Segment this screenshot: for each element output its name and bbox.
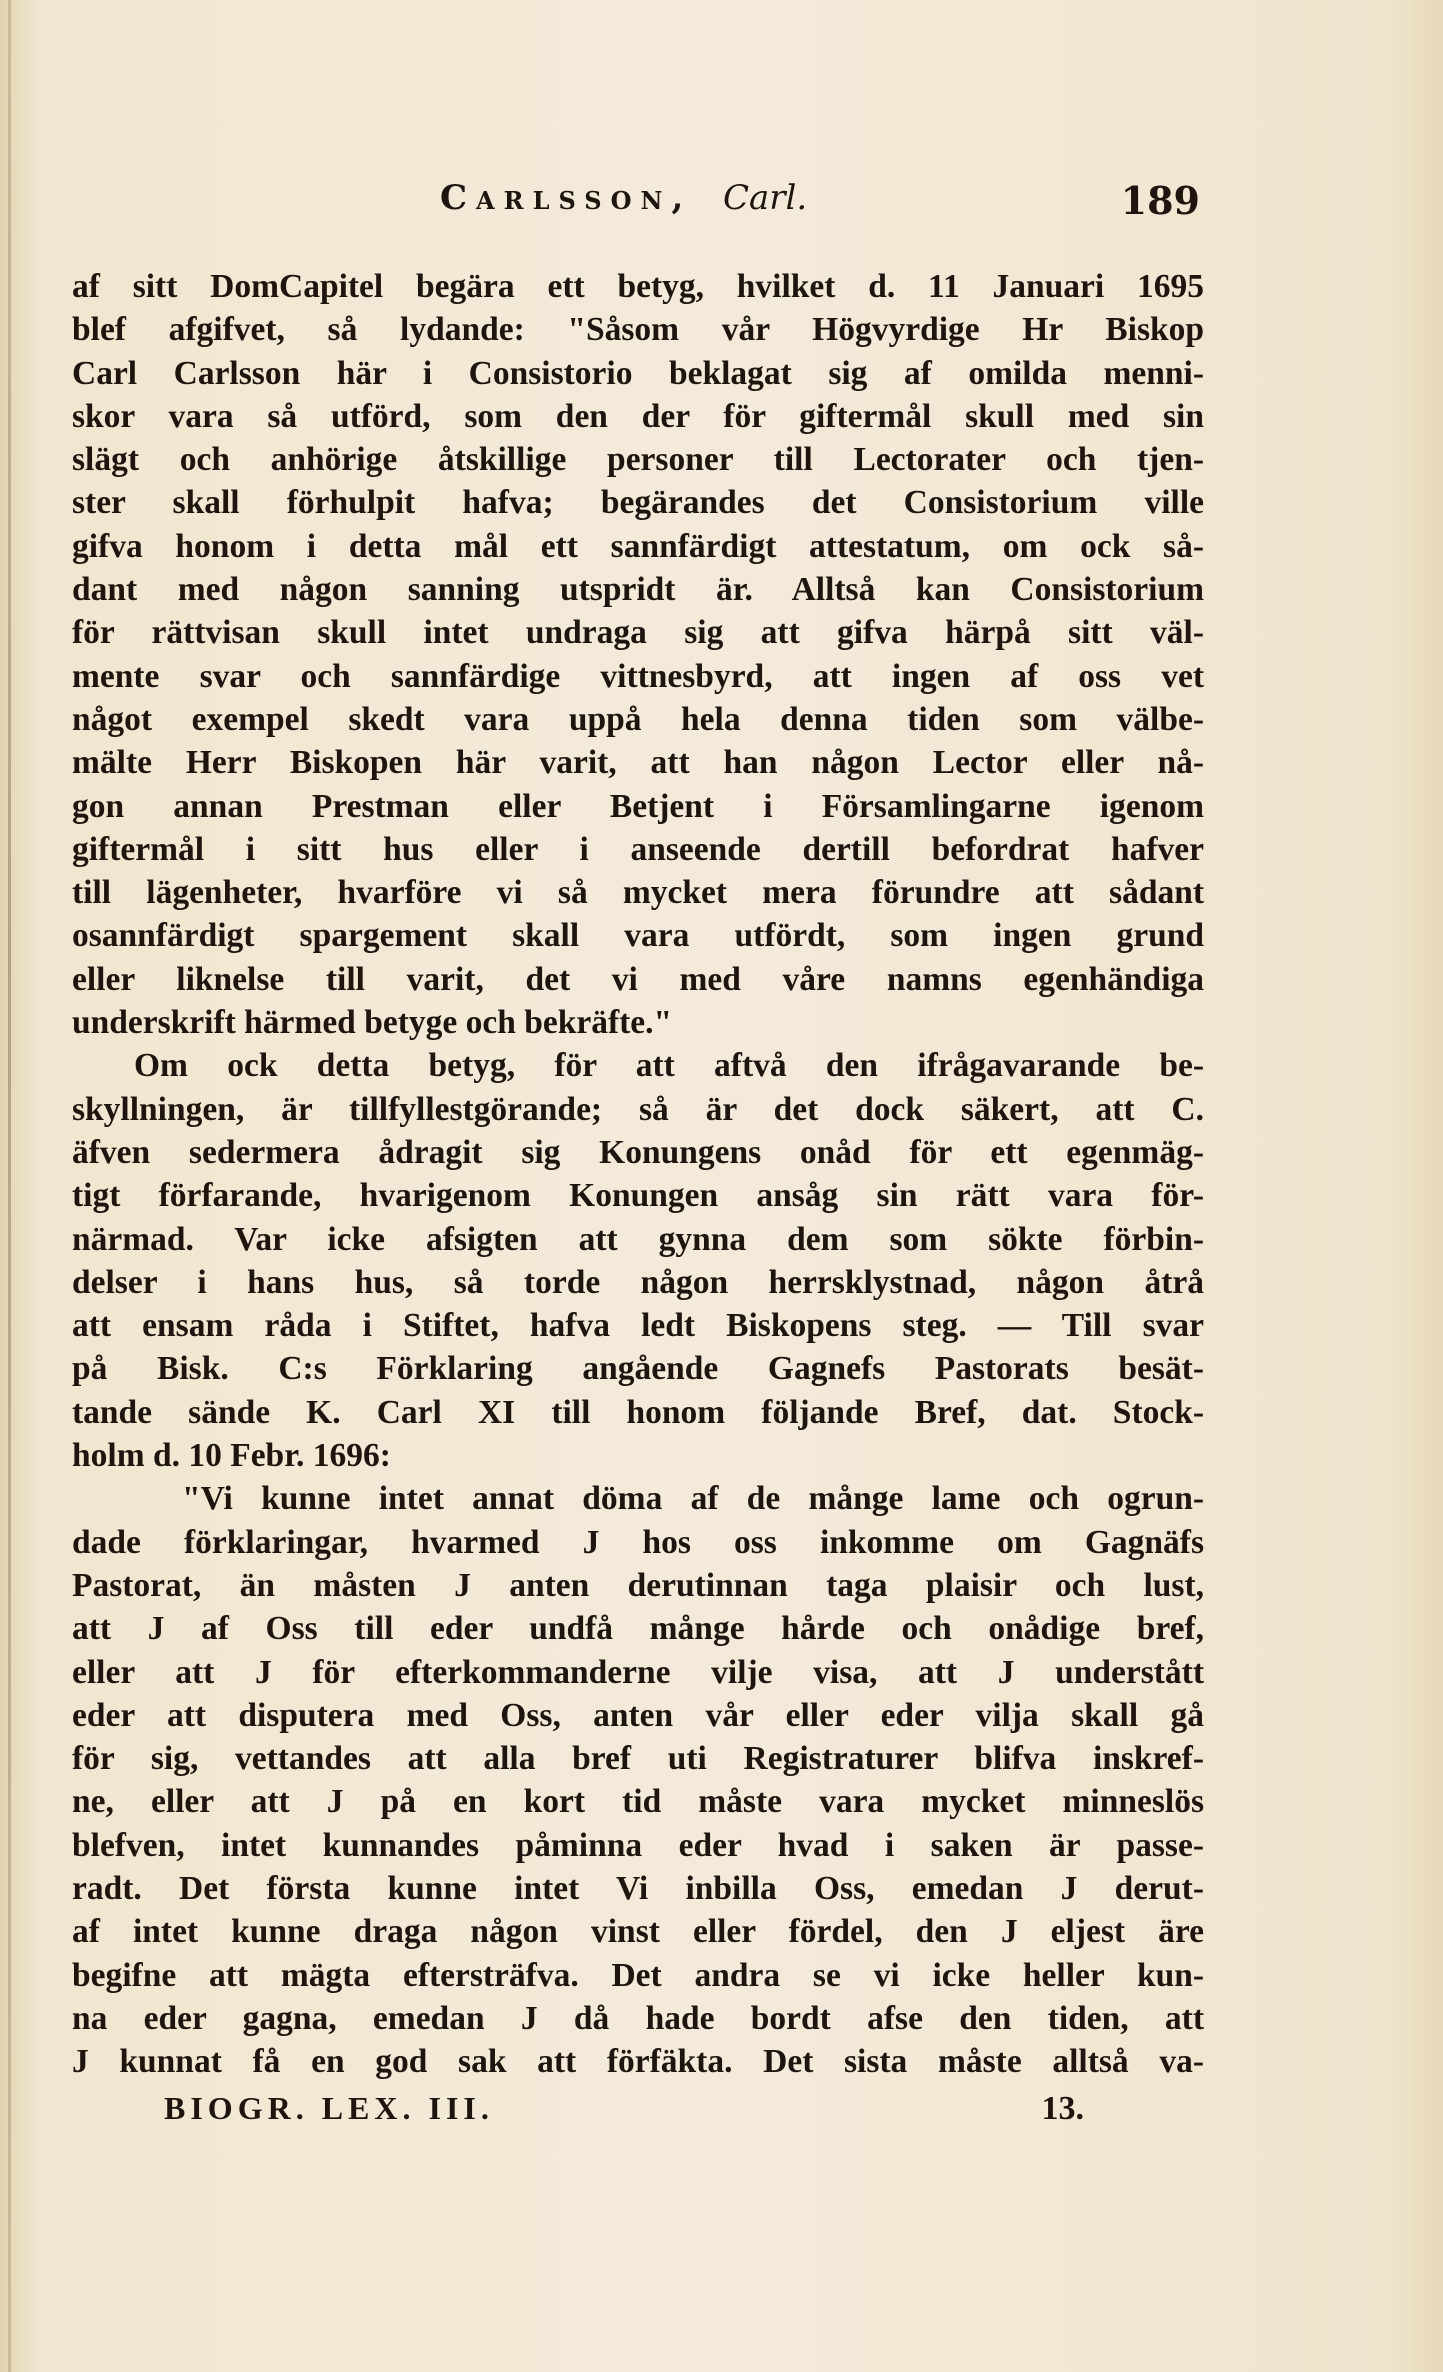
body-text <box>72 265 1204 2083</box>
text-line: af intet kunne draga någon vinst eller fördel, den J eljest äre <box>72 1913 1204 1951</box>
text-line: dade förklaringar, hvarmed J hos oss inkomme om Gagnäfs <box>72 1523 1204 1561</box>
text-line: af sitt DomCapitel begära ett betyg, hvilket d. 11 Januari 1695 <box>72 268 1204 305</box>
text-line: blef afgifvet, så lydande: "Såsom vår Högvyrdige Hr Biskop <box>72 311 1204 349</box>
text-line: skor vara så utförd, som den der för giftermål skull med sin <box>72 397 1204 435</box>
text-line: osannfärdigt spargement skall vara utfördt, som ingen grund <box>72 917 1204 955</box>
text-line: eder att disputera med Oss, anten vår eller eder vilja skall gå <box>72 1696 1204 1734</box>
text-line: för sig, vettandes att alla bref uti Registraturer blifva inskref- <box>72 1740 1204 1778</box>
page-edge <box>8 0 11 2372</box>
text-line: J kunnat få en god sak att förfäkta. Det sista måste alltså va- <box>72 2043 1204 2081</box>
text-line: holm d. 10 Febr. 1696: <box>72 1437 391 1475</box>
text-line: begifne att mägta eftersträfva. Det andra se vi icke heller kun- <box>72 1956 1204 1994</box>
text-line: eller liknelse till varit, det vi med våre namns egenhändiga <box>72 960 1204 998</box>
text-line: tigt förfarande, hvarigenom Konungen ansåg sin rätt vara för- <box>72 1177 1204 1215</box>
text-line: gon annan Prestman eller Betjent i Församlingarne igenom <box>72 787 1204 825</box>
text-line: giftermål i sitt hus eller i anseende dertill befordrat hafver <box>72 830 1204 868</box>
page-footer <box>164 2090 1124 2140</box>
text-line: att ensam råda i Stiftet, hafva ledt Biskopens steg. — Till svar <box>72 1307 1204 1345</box>
text-line: "Vi kunne intet annat döma af de månge lame och ogrun- <box>182 1480 1204 1518</box>
text-line: delser i hans hus, så torde någon herrsklystnad, någon åtrå <box>72 1263 1204 1301</box>
text-line: slägt och anhörige åtskillige personer till Lectorater och tjen- <box>72 441 1204 479</box>
header-surname: Carlsson, <box>440 178 693 218</box>
text-line: närmad. Var icke afsigten att gynna dem som sökte förbin- <box>72 1220 1204 1258</box>
text-line: till lägenheter, hvarföre vi så mycket mera förundre att sådant <box>72 874 1204 912</box>
text-line: att J af Oss till eder undfå månge hårde och onådige bref, <box>72 1610 1204 1648</box>
text-line: på Bisk. C:s Förklaring angående Gagnefs Pastorats besät- <box>72 1350 1204 1388</box>
text-line: äfven sedermera ådragit sig Konungens onåd för ett egenmäg- <box>72 1133 1204 1171</box>
text-line: radt. Det första kunne intet Vi inbilla Oss, emedan J derut- <box>72 1869 1204 1907</box>
text-line: något exempel skedt vara uppå hela denna tiden som välbe- <box>72 700 1204 738</box>
text-line: för rättvisan skull intet undraga sig att gifva härpå sitt väl- <box>72 614 1204 652</box>
text-line: dant med någon sanning utspridt är. Alltså kan Consistorium <box>72 571 1204 609</box>
running-header <box>440 178 1200 238</box>
text-line: underskrift härmed betyge och bekräfte." <box>72 1004 673 1042</box>
sheet-number: 13. <box>1041 2090 1084 2127</box>
text-line: ster skall förhulpit hafva; begärandes det Consistorium ville <box>72 484 1204 522</box>
text-line: mente svar och sannfärdige vittnesbyrd, att ingen af oss vet <box>72 657 1204 695</box>
text-line: blefven, intet kunnandes påminna eder hvad i saken är passe- <box>72 1826 1204 1864</box>
signature-mark: BIOGR. LEX. III. <box>164 2090 494 2126</box>
text-line: gifva honom i detta mål ett sannfärdigt attestatum, om ock så- <box>72 527 1204 565</box>
text-line: Pastorat, än måsten J anten derutinnan taga plaisir och lust, <box>72 1566 1204 1604</box>
text-line: na eder gagna, emedan J då hade bordt afse den tiden, att <box>72 1999 1204 2037</box>
text-line: eller att J för efterkommanderne vilje visa, att J understått <box>72 1653 1204 1691</box>
page-number: 189 <box>1120 178 1200 223</box>
text-line: mälte Herr Biskopen här varit, att han någon Lector eller nå- <box>72 744 1204 782</box>
text-line: ne, eller att J på en kort tid måste vara mycket minneslös <box>72 1783 1204 1821</box>
text-line: Om ock detta betyg, för att aftvå den ifrågavarande be- <box>134 1047 1204 1085</box>
text-line: Carl Carlsson här i Consistorio beklagat sig af omilda menni- <box>72 354 1204 392</box>
text-line: tande sände K. Carl XI till honom följande Bref, dat. Stock- <box>72 1393 1204 1431</box>
text-line: skyllningen, är tillfyllestgörande; så är det dock säkert, att C. <box>72 1090 1204 1128</box>
header-given-name: Carl. <box>723 178 808 218</box>
